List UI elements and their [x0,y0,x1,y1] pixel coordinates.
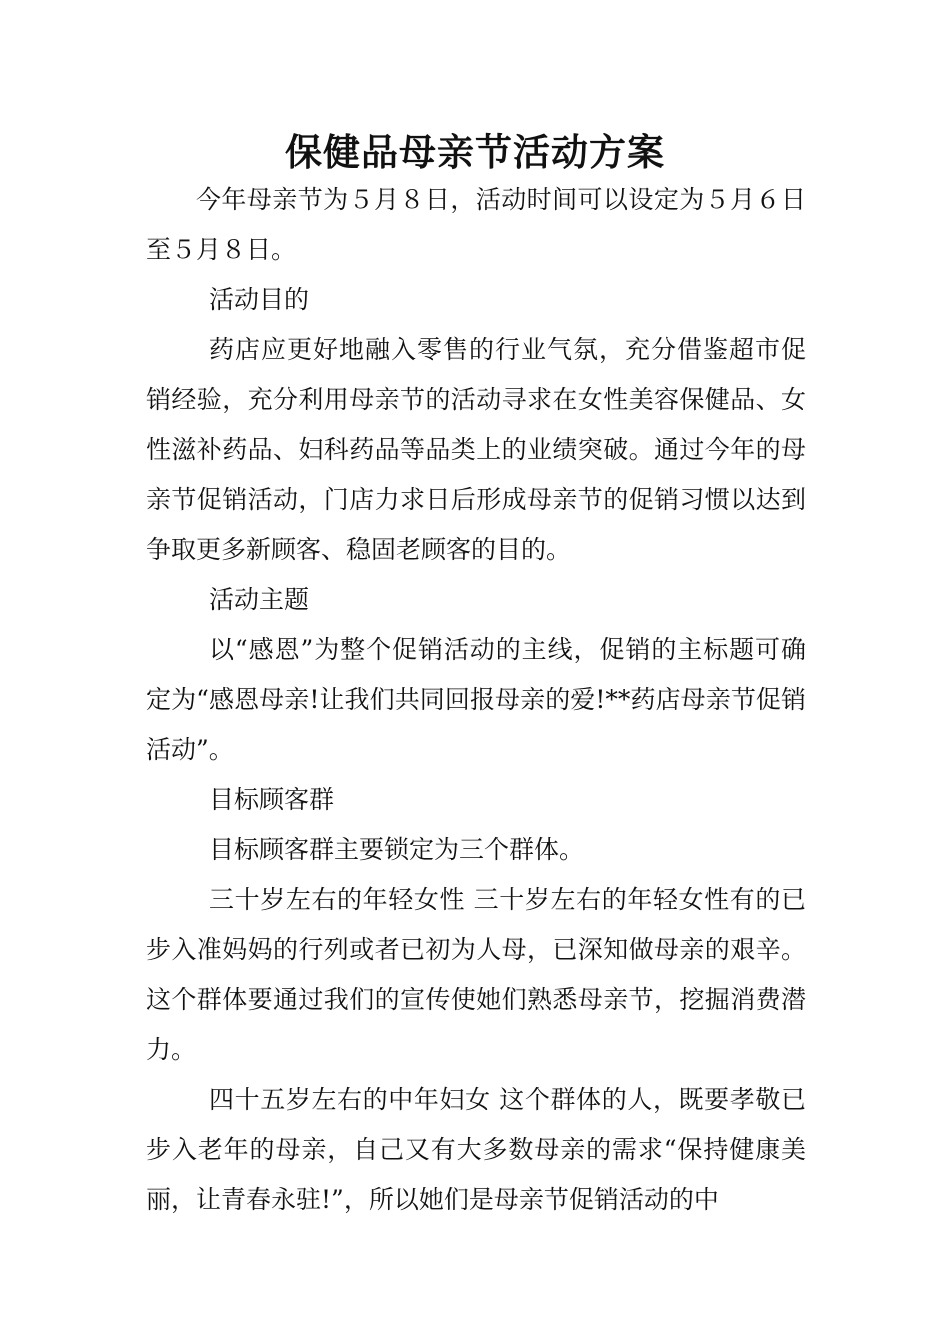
heading-activity-theme: 活动主题 [209,585,310,614]
paragraph-middle-aged-women: 四十五岁左右的中年妇女 这个群体的人，既要孝敬已步入老年的母亲，自己又有大多数母亲的需求“保持健康美丽，让青春永驻!”，所以她们是母亲节促销活动的中 [146,1085,806,1214]
heading-target-customers: 目标顾客群 [209,785,335,814]
paragraph-activity-purpose: 药店应更好地融入零售的行业气氛，充分借鉴超市促销经验，充分利用母亲节的活动寻求在女性美容保健品、女性滋补药品、妇科药品等品类上的业绩突破。通过今年的母亲节促销活动，门店力求日后形成母亲节的促销习惯以达到争取更多新顾客、稳固老顾客的目的。 [146,335,806,564]
paragraph-intro: 今年母亲节为５月８日，活动时间可以设定为５月６日至５月８日。 [146,185,806,264]
document-title: 保健品母亲节活动方案 [285,130,665,174]
document-body [146,175,806,1225]
heading-activity-purpose: 活动目的 [209,285,310,314]
paragraph-activity-theme: 以“感恩”为整个促销活动的主线，促销的主标题可确定为“感恩母亲!让我们共同回报母亲的爱!**药店母亲节促销活动”。 [146,635,806,764]
paragraph-target-customers: 目标顾客群主要锁定为三个群体。 [209,835,585,864]
paragraph-young-women: 三十岁左右的年轻女性 三十岁左右的年轻女性有的已步入准妈妈的行列或者已初为人母，已深知做母亲的艰辛。这个群体要通过我们的宣传使她们熟悉母亲节，挖掘消费潜力。 [146,885,806,1064]
